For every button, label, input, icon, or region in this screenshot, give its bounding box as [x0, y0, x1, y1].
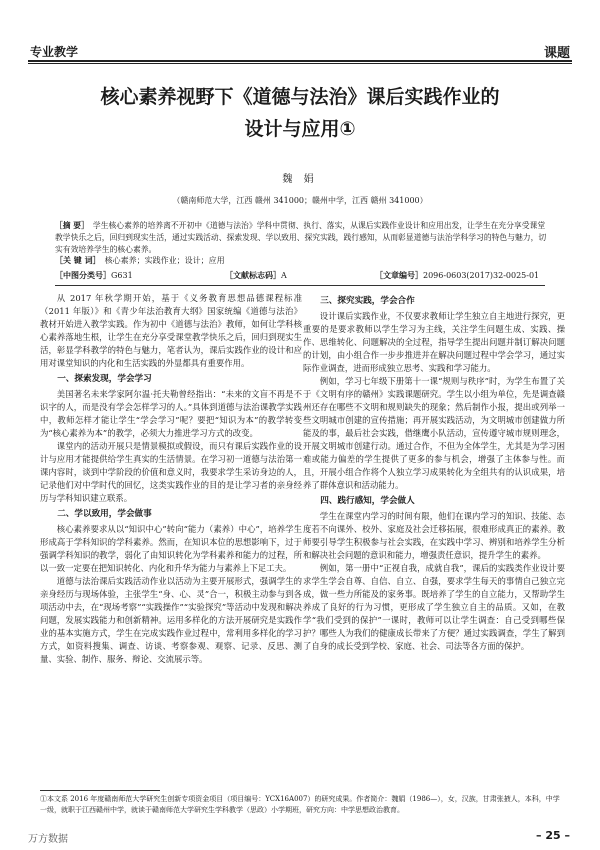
footnote: ①本文系 2016 年度赣南师范大学研究生创新专项资金项目（项目编号：YCX16A007）的研究成果。作者简介：魏娟（1986—），女，汉族，甘肃张掖人，本科，中学一级，就职于江西赣州中学，就读于赣南师范大学研究生学科教学（思政）小学期班，研究方向：中学思想政治教育。 [40, 795, 560, 814]
keywords-label: ［关 键 词］ [55, 255, 101, 265]
article-no-label: ［文章编号］ [375, 270, 423, 280]
column-label: 课题 [543, 46, 570, 61]
meta-rule [55, 285, 545, 286]
body-paragraph: 从 2017 年秋学期开始，基于《义务教育思想品德课程标准（2011 年版）》和《青少年法治教育大纲》国家统编《道德与法治》教材开始进入教学实践。作为初中《道德与法治》教师，如何让学科核心素养落地生根，让学生在充分享受课堂教学快乐之后，回归到现实生活，彰显学科教学的特色与魅力，笔者认为，课后实践作业的设计和应用对课堂知识的内化和生活实践的外显都具有重要作用。 [40, 293, 302, 368]
classification-row [55, 270, 545, 281]
section-heading: 三、探究实践，学会合作 [320, 296, 415, 306]
clc-value: G631 [111, 271, 133, 280]
affiliation: （赣南师范大学，江西 赣州 341000；赣州中学，江西 赣州 341000） [172, 196, 428, 205]
body-left-column [40, 292, 302, 666]
body-paragraph: 美国著名未来学家阿尔温·托夫勒曾经指出：“未来的文盲不再是不识字的人，而是没有学会怎样学习的人。”具体到道德与法治课教学实践中，教师怎样才能让学生“学会学习”呢？要把“知识为本”的教学转变为“核心素养为本”的教学，必须大力推进学习方式的改变。 [40, 389, 302, 438]
section-heading: 二、学以致用，学会做事 [57, 509, 152, 519]
clc-label: ［中图分类号］ [55, 270, 111, 280]
body-paragraph: 学生在课堂内学习的时间有限，他们在课内学习的知识、技能、态度若不向课外、校外、家庭及社会迁移拓展，很难形成真正的素养。教师要引导学生积极参与社会实践，在实践中学习、辨别和培养学生分析和解决社会问题的意识和能力，增强责任意识，提升学生的素养。 [303, 511, 565, 560]
footnote-rule [40, 790, 160, 791]
body-right-column [303, 292, 565, 653]
body-paragraph: 核心素养要求从以“知识中心”转向“能力（素养）中心”，培养学生形成高于学科知识的学科素养。然而，在知识本位的思想影响下，过于强调学科知识的教学，弱化了由知识转化为学科素养和能力的过程，所以一致一定要在把知识转化、内化和升华为能力与素养上下足工夫。 [40, 524, 302, 573]
body-paragraph: 设计课后实践作业，不仅要求教师让学生独立自主地进行探究，更重要的是要求教师以学生学习为主线，关注学生问题生成、实践、操作、思维转化、问题解决的全过程，指导学生提出问题并制订解决问题的计划，由小组合作一步步推进并在解决问题过程中学会学习，通过实际作业调查，进而形成独立思考、实践和学习能力。 [303, 311, 565, 373]
section-heading: 四、践行感知，学会做人 [320, 496, 415, 506]
keywords-text: 核心素养；实践作业；设计；应用 [104, 256, 225, 265]
page-number: – 25 – [536, 829, 570, 842]
keywords [55, 255, 547, 266]
body-paragraph: 课堂内的活动开展只是情景模拟或假设，而只有课后实践作业的设计与应用才能提供给学生真实的生活情景。在学习初一道德与法治第一课内容时，谈到中学阶段的价值和意义时，我要求学生采访身边的人，记录他们对中学时代的回忆，这类实践作业的目的是让学习者的亲身经历与学科知识建立联系。 [40, 441, 302, 503]
body-paragraph: 例如，学习七年级下册第十一课“规则与秩序”时，为学生布置了关于《文明有序的赣州》实践课题研究。学生以小组为单位，先是调查赣州还存在哪些不文明和规则缺失的现象；然后制作小报，提出或列举一些文明城市创建的宣传措施；再开展实践活动，为文明城市创建做力所能及的事，最后社会实践，借继鹰小队活动，宣传遵守城市规则理念，开展文明城市创建行动。通过合作，不但为全体学生，尤其是为学习困难或能力偏差的学生提供了更多的参与机会，增强了主体参与性。而且，开展小组合作将个人独立学习成果转化为全组共有的认识成果，培养了群体意识和活动能力。 [303, 376, 565, 490]
header-rule-thin [28, 63, 572, 64]
author: 魏 娟 [282, 174, 318, 185]
section-heading: 一、探索发现，学会学习 [57, 374, 152, 384]
abstract [55, 220, 547, 256]
body-paragraph: 道德与法治课后实践活动作业以活动为主要开展形式，强调学生的亲身经历与现场体验，主张学生“身、心、灵”合一，积极主动参与到各项活动中去，在“现场考察”“实践操作”“实验探究”等活动中发现和解决问题，发展实践能力和创新精神。运用多样化的方法开展研究是实践作业的基本实施方式，学生在完成实践作业过程中，常利用多样化的学习方式，如资料搜集、调查、访谈、考察参观、观察、记录、反思、测量、实验、制作、服务、辩论、交流展示等。 [40, 576, 302, 664]
abstract-label: ［摘 要］ [55, 221, 89, 230]
article-no-value: 2096-0603(2017)32-0025-01 [423, 271, 540, 280]
journal-section: 专业教学 [30, 45, 79, 59]
article-title-line1: 核心素养视野下《道德与法治》课后实践作业的 [100, 86, 500, 108]
watermark: 万方数据 [28, 834, 68, 845]
doc-label: ［文献标志码］ [225, 270, 281, 280]
article-title-line2: 设计与应用① [244, 118, 356, 140]
header-rule [28, 60, 572, 62]
abstract-text: 学生核心素养的培养离不开初中《道德与法治》学科中贯彻、执行、落实，从课后实践作业设计和应用出发，让学生在充分享受课堂教学快乐之后，回归到现实生活，通过实践活动、探索发现、学以致用、探究实践，践行感知，从而彰显道德与法治学科学习的特色与魅力，切实有效培养学生的核心素养。 [55, 221, 547, 254]
body-paragraph: 例如，第一册中“正视自我，成就自我”，课后的实践类作业设计要求学生学会自尊、自信、自立、自强，要求学生每天的事情自己独立完成，做一些力所能及的家务事。既培养了学生的自立能力，又帮助学生养成了良好的行为习惯，更形成了学生独立自主的品质。又如，在教学“我们受到的保护”一课时，教师可以让学生调查：自己受到哪些保护？哪些人为我们的健康成长带来了方便？通过实践调查，学生了解到了自身的成长受到学校、家庭、社会、司法等各方面的保护。 [303, 563, 565, 651]
doc-value: A [281, 271, 287, 280]
